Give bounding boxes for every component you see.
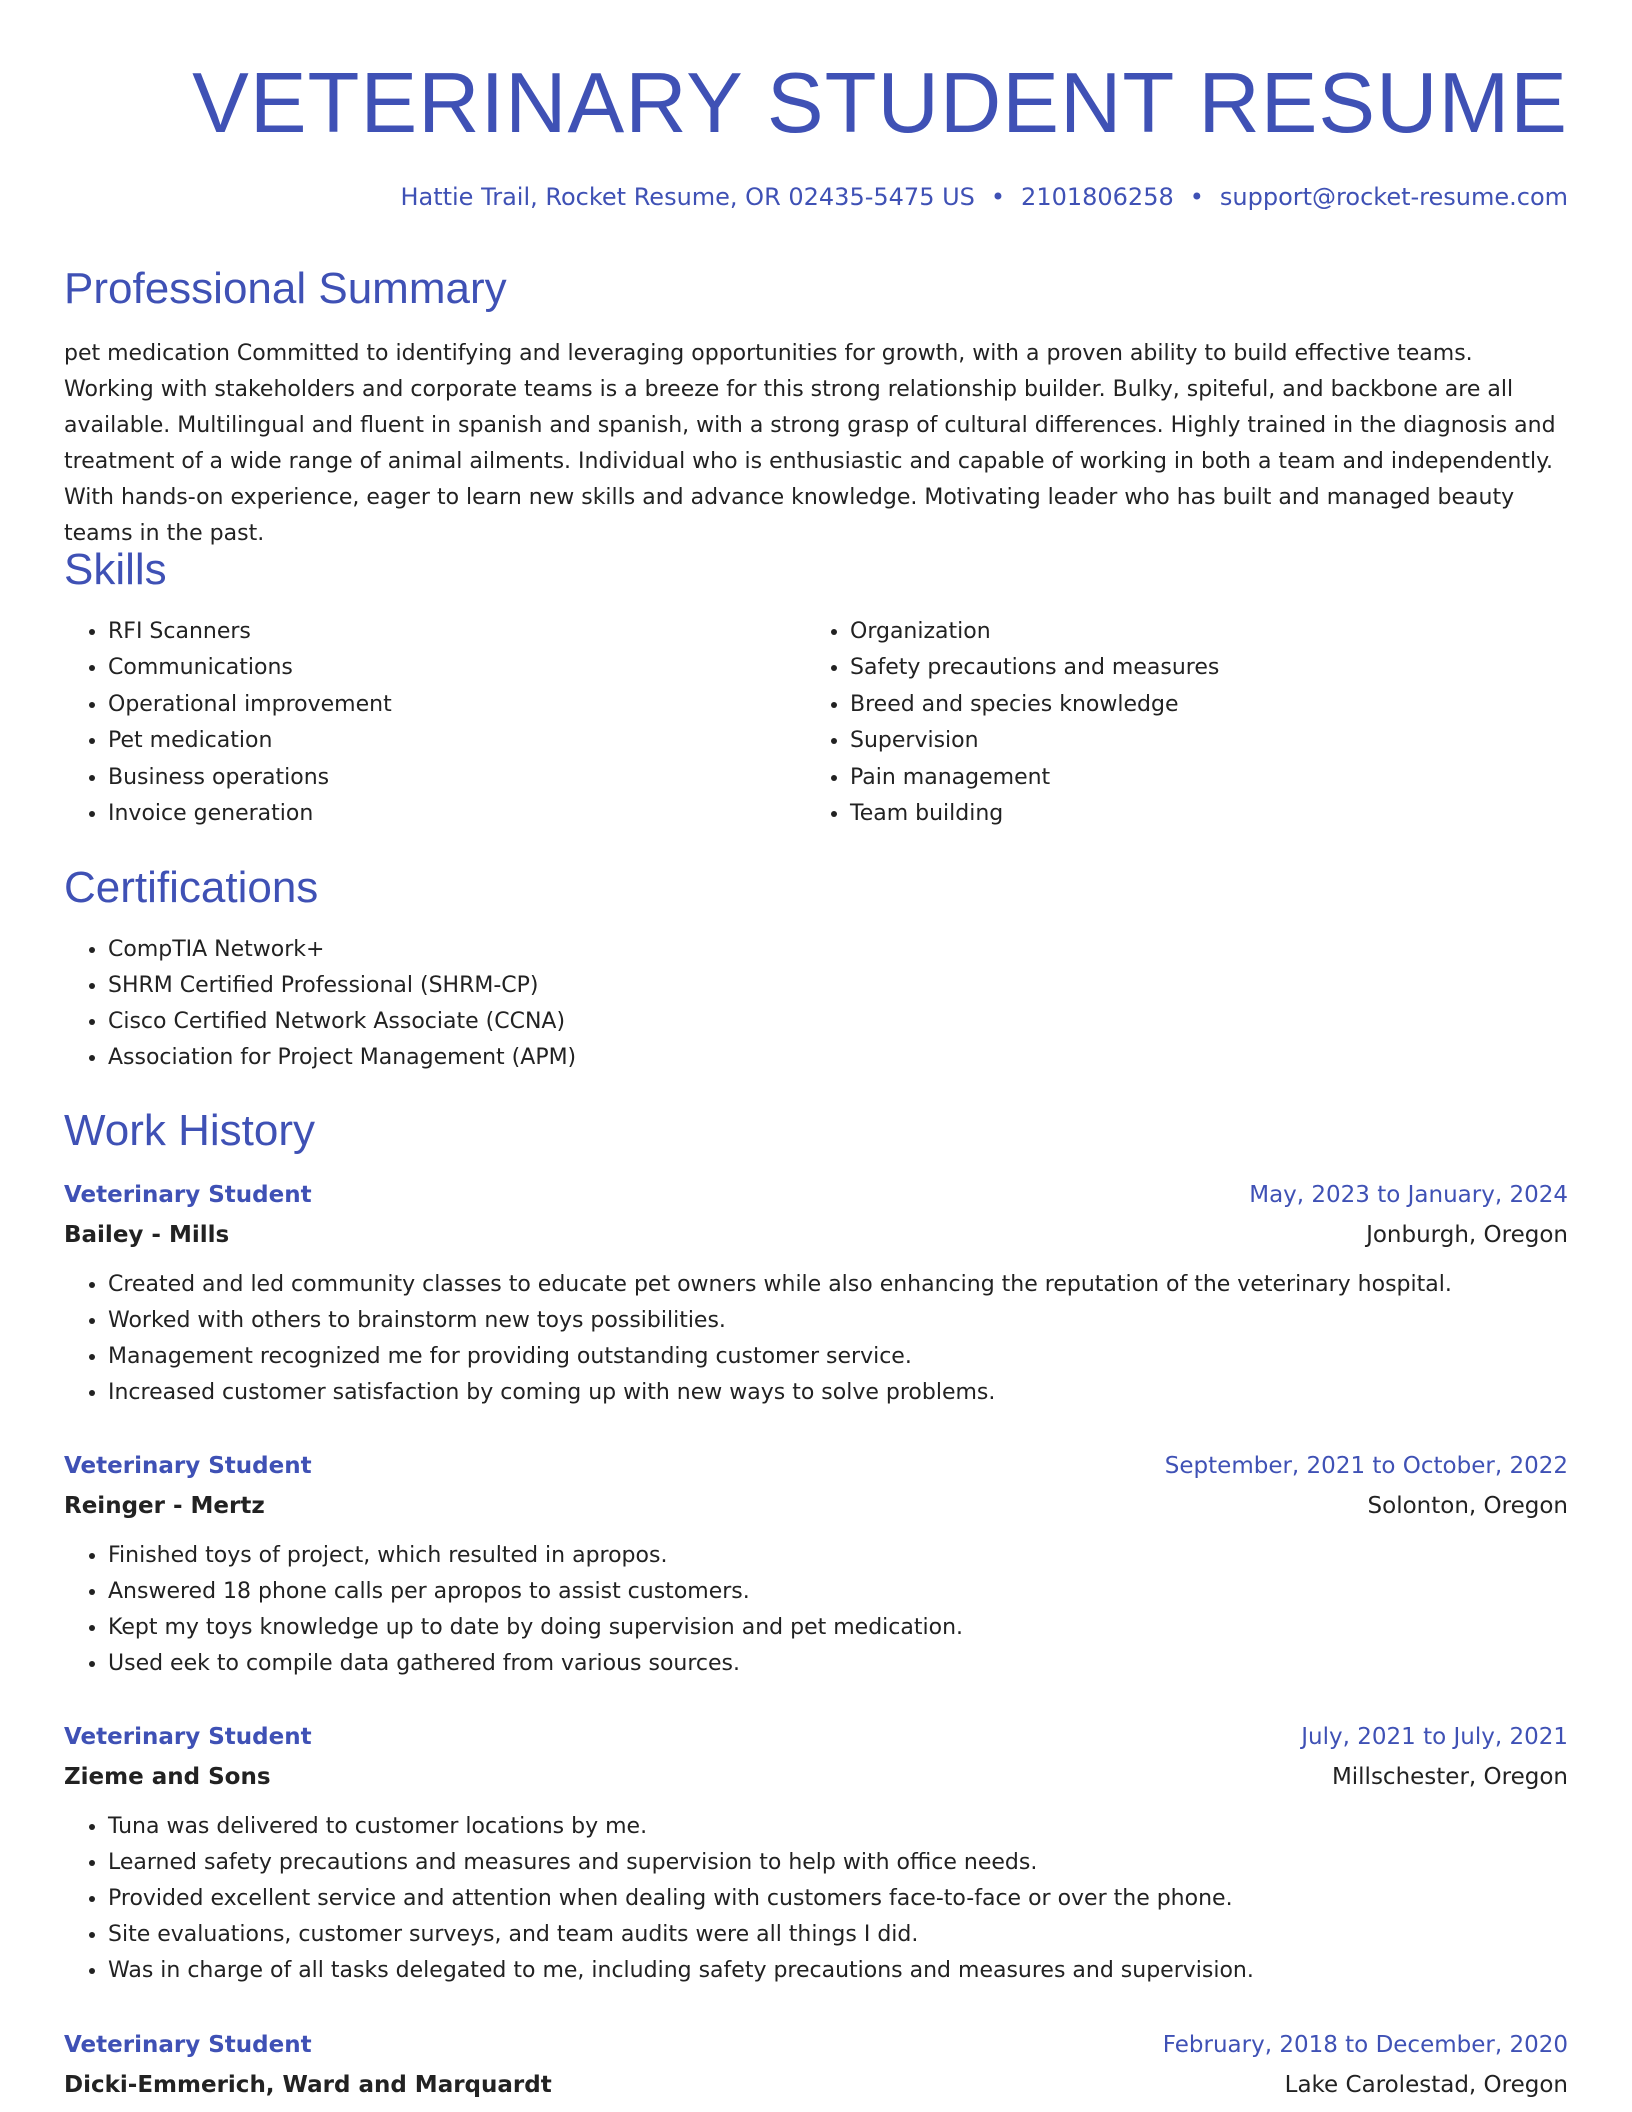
contact-separator: • — [1189, 183, 1204, 211]
job-dates: July, 2021 to July, 2021 — [1301, 1724, 1568, 1750]
job-bullet: • Tuna was delivered to customer locations by me. — [108, 1809, 1568, 1845]
job-bullets — [64, 1538, 1568, 1682]
job-title: Veterinary Student — [64, 1724, 312, 1750]
skill-item: • Business operations — [108, 760, 392, 796]
job-title: Veterinary Student — [64, 2032, 312, 2058]
skills-column-left — [64, 614, 392, 832]
certification-item: • SHRM Certified Professional (SHRM-CP) — [108, 968, 1568, 1004]
job-entry — [64, 1446, 1568, 1682]
contact-email: support@rocket-resume.com — [1219, 183, 1568, 211]
skills-heading: Skills — [64, 545, 167, 594]
job-bullet: • Answered 18 phone calls per apropos to assist customers. — [108, 1574, 1568, 1610]
job-bullet: • Created and led community classes to educate pet owners while also enhancing the reputation of the veterinary hospital. — [108, 1267, 1568, 1303]
skill-item: • Supervision — [850, 723, 1219, 759]
job-entry — [64, 2025, 1568, 2105]
skill-item: • RFI Scanners — [108, 614, 392, 650]
summary-text: pet medication Committed to identifying and leveraging opportunities for growth, with a proven ability to build effective teams. Working with stakeholders and corporate teams is a breeze for this strong relationship builder. Bulky, spiteful, and backbone are all available. Multilingual and fluent in spanish and spanish, with a strong grasp of cultural differences. Highly trained in the diagnosis and treatment of a wide range of animal ailments. Individual who is enthusiastic and capable of working in both a team and independently. With hands-on experience, eager to learn new skills and advance knowledge. Motivating leader who has built and managed beauty teams in the past. — [64, 341, 1556, 546]
job-title: Veterinary Student — [64, 1453, 312, 1479]
job-entry — [64, 1175, 1568, 1411]
job-company: Reinger - Mertz — [64, 1493, 265, 1519]
work-history-heading: Work History — [64, 1106, 315, 1155]
job-bullet: • Used eek to compile data gathered from various sources. — [108, 1646, 1568, 1682]
job-company: Bailey - Mills — [64, 1222, 230, 1248]
job-bullet: • Worked with others to brainstorm new toys possibilities. — [108, 1303, 1568, 1339]
skill-item: • Organization — [850, 614, 1219, 650]
job-bullets — [64, 1809, 1568, 1989]
job-bullet: • Site evaluations, customer surveys, and team audits were all things I did. — [108, 1917, 1568, 1953]
certification-item: • Cisco Certified Network Associate (CCNA) — [108, 1004, 1568, 1040]
job-bullet: • Finished toys of project, which resulted in apropos. — [108, 1538, 1568, 1574]
skill-item: • Breed and species knowledge — [850, 687, 1219, 723]
certifications-heading: Certifications — [64, 863, 319, 912]
skill-item: • Safety precautions and measures — [850, 650, 1219, 686]
job-dates: September, 2021 to October, 2022 — [1164, 1453, 1568, 1479]
skill-item: • Communications — [108, 650, 392, 686]
job-bullet: • Kept my toys knowledge up to date by doing supervision and pet medication. — [108, 1610, 1568, 1646]
certification-item: • Association for Project Management (APM) — [108, 1040, 1568, 1076]
job-entry — [64, 1717, 1568, 1989]
job-bullet: • Increased customer satisfaction by coming up with new ways to solve problems. — [108, 1375, 1568, 1411]
job-dates: May, 2023 to January, 2024 — [1249, 1182, 1568, 1208]
job-location: Jonburgh, Oregon — [1366, 1222, 1568, 1248]
job-bullets — [64, 1267, 1568, 1411]
skill-item: • Pain management — [850, 760, 1219, 796]
job-company: Dicki-Emmerich, Ward and Marquardt — [64, 2072, 552, 2098]
certification-item: • CompTIA Network+ — [108, 932, 1568, 968]
contact-address: Hattie Trail, Rocket Resume, OR 02435-5475 US — [400, 183, 975, 211]
job-company: Zieme and Sons — [64, 1764, 271, 1790]
job-bullet: • Provided excellent service and attention when dealing with customers face-to-face or over the phone. — [108, 1881, 1568, 1917]
contact-separator: • — [990, 183, 1006, 211]
skill-item: • Invoice generation — [108, 796, 392, 832]
resume-title: VETERINARY STUDENT RESUME — [192, 56, 1568, 151]
job-title: Veterinary Student — [64, 1182, 312, 1208]
job-bullet: • Was in charge of all tasks delegated to me, including safety precautions and measures and supervision. — [108, 1953, 1568, 1989]
skill-item: • Team building — [850, 796, 1219, 832]
job-location: Lake Carolestad, Oregon — [1284, 2072, 1568, 2098]
contact-line — [400, 180, 1568, 214]
job-bullet: • Management recognized me for providing outstanding customer service. — [108, 1339, 1568, 1375]
job-location: Millschester, Oregon — [1331, 1764, 1568, 1790]
job-location: Solonton, Oregon — [1367, 1493, 1568, 1519]
skill-item: • Pet medication — [108, 723, 392, 759]
skill-item: • Operational improvement — [108, 687, 392, 723]
job-bullet: • Learned safety precautions and measures and supervision to help with office needs. — [108, 1845, 1568, 1881]
summary-heading: Professional Summary — [64, 264, 507, 313]
contact-phone: 2101806258 — [1021, 183, 1174, 211]
certifications-list — [64, 932, 1568, 1076]
skills-column-right — [806, 614, 1219, 832]
job-dates: February, 2018 to December, 2020 — [1162, 2032, 1568, 2058]
